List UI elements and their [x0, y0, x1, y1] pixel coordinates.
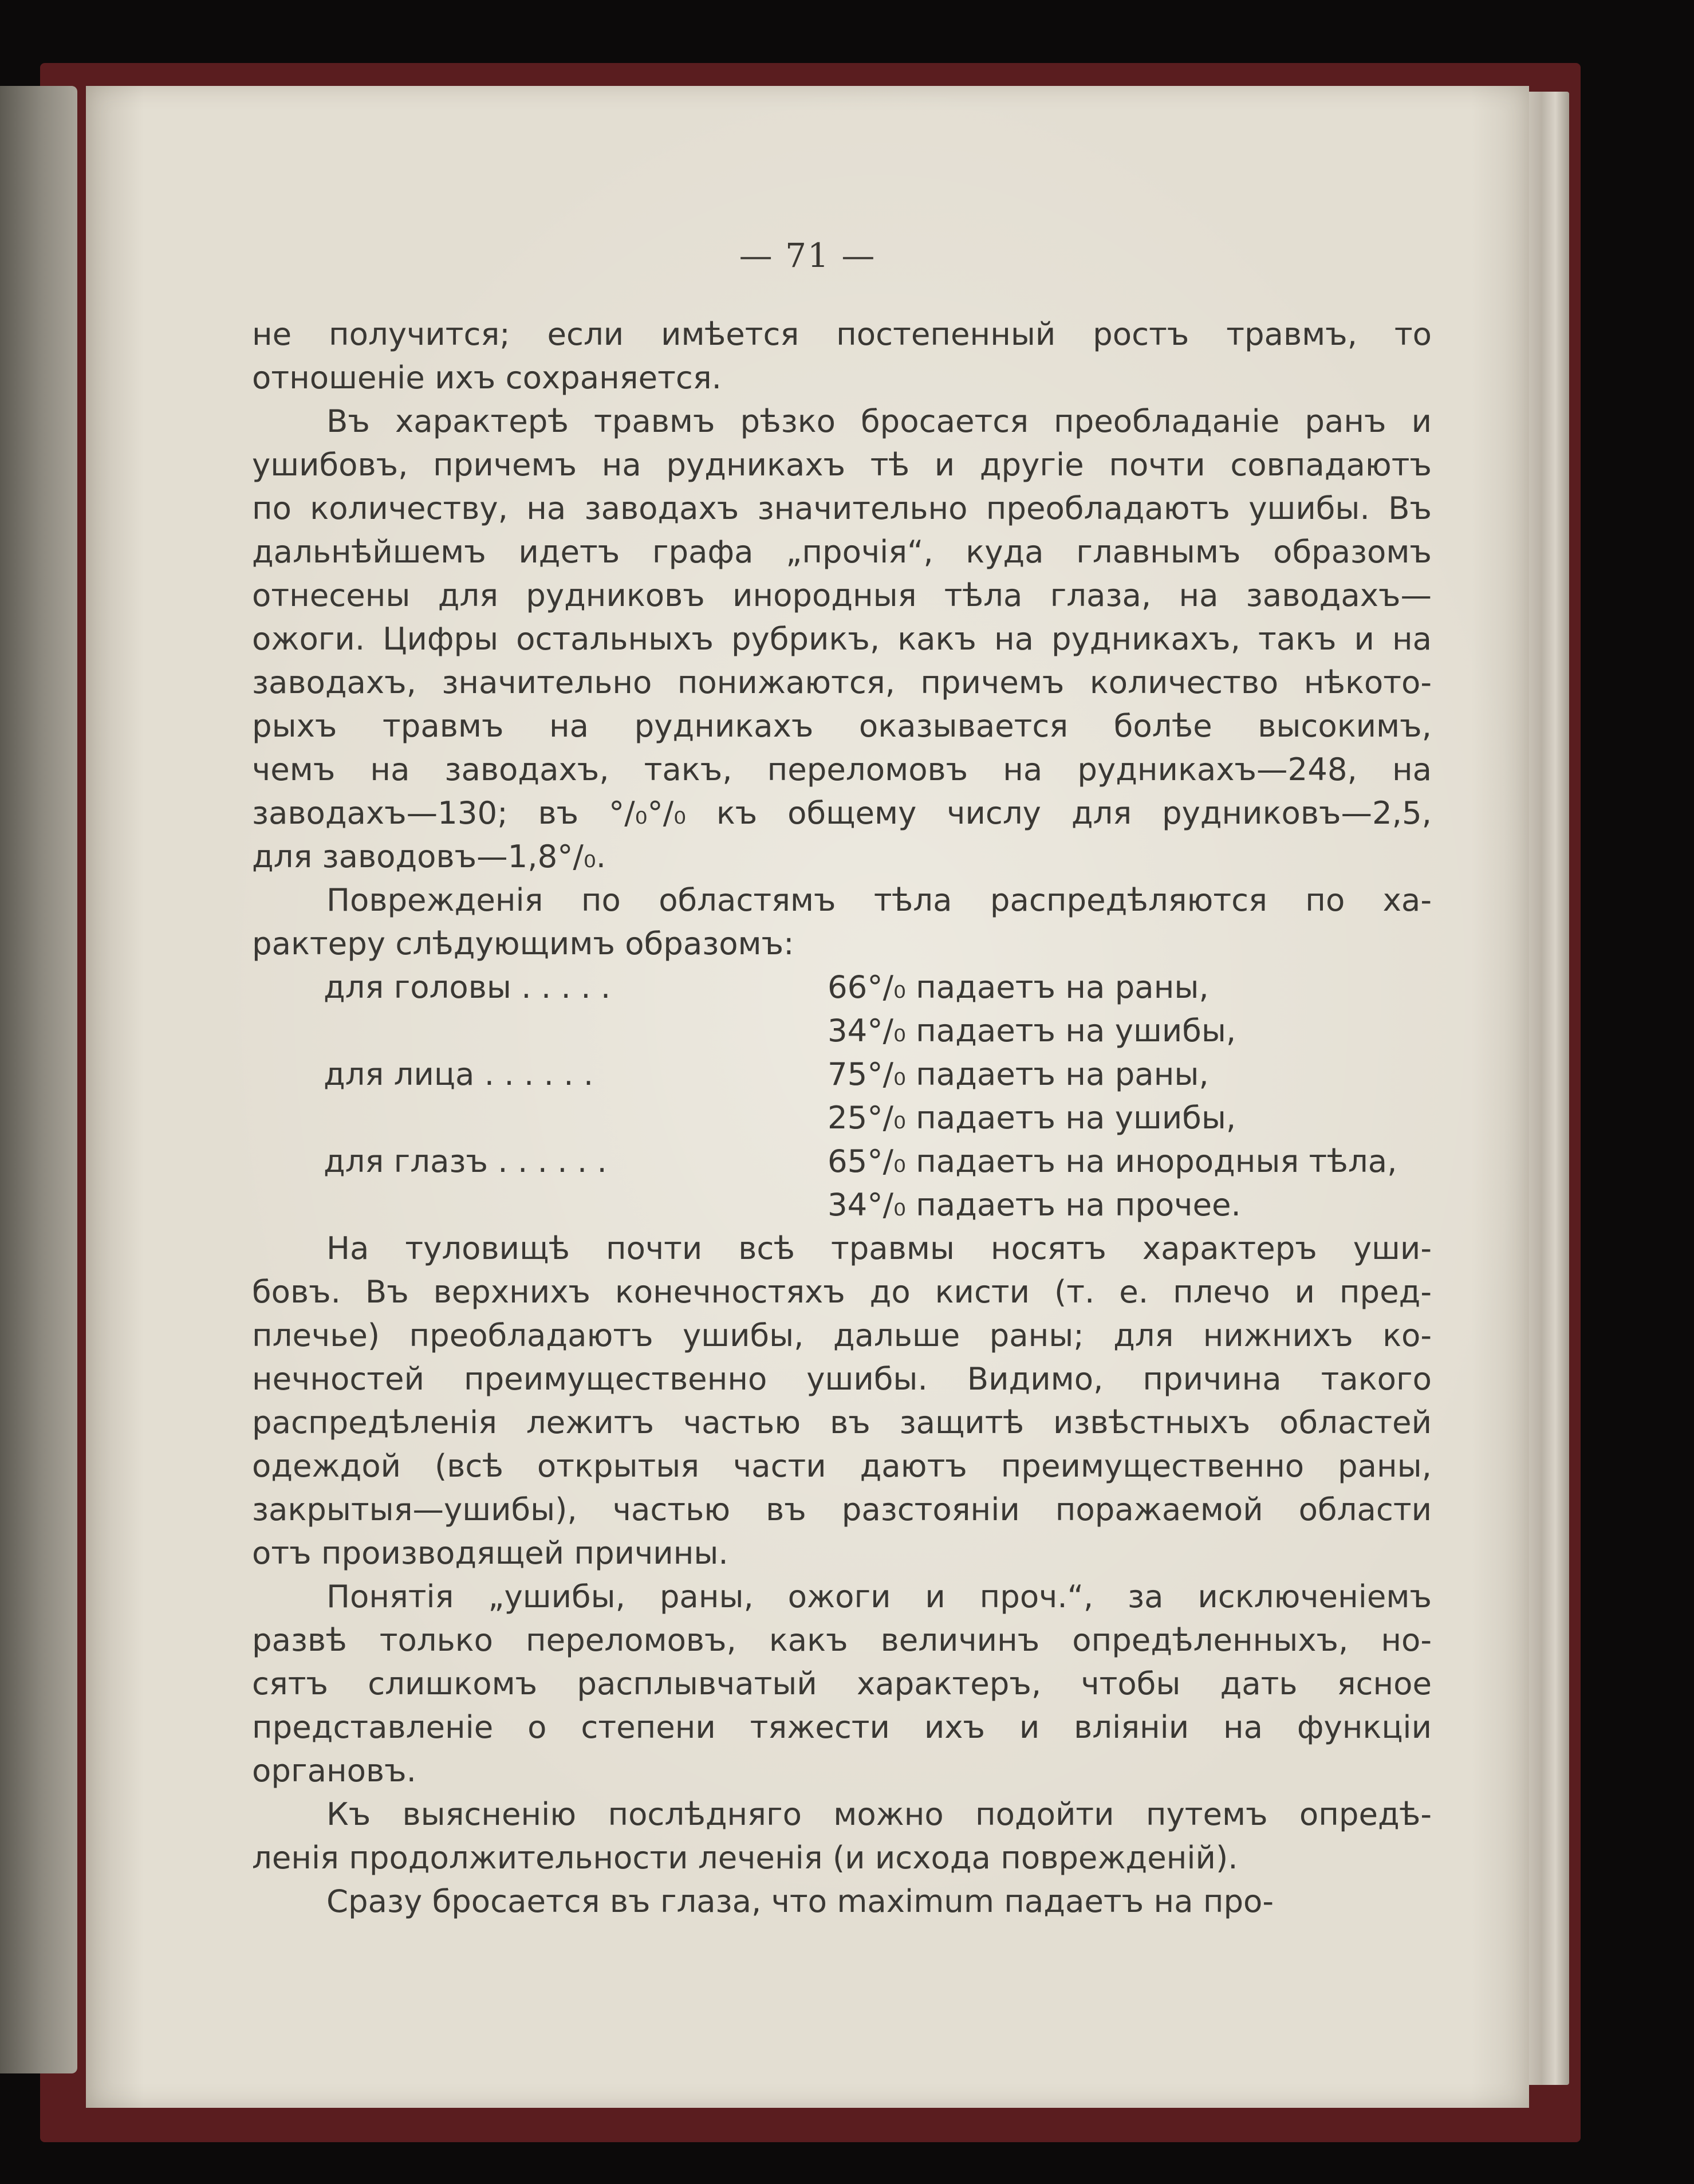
book-page [86, 86, 1529, 2108]
page-text [252, 312, 1432, 1923]
text-line: ожоги. Цифры остальныхъ рубрикъ, какъ на рудникахъ, такъ и на [252, 620, 1432, 657]
text-line: На туловищѣ почти всѣ травмы носятъ характеръ уши- [326, 1230, 1432, 1266]
table-row [252, 1052, 1432, 1096]
text-line: Сразу бросается въ глаза, что maximum падаетъ на про- [326, 1883, 1274, 1919]
page-number: — 71 — [739, 236, 876, 275]
page-edges [1523, 92, 1569, 2085]
left-page-edge [0, 86, 77, 2073]
table-row-value: 25°/₀ падаетъ на ушибы, [828, 1099, 1236, 1136]
table-row-value: 65°/₀ падаетъ на инородныя тѣла, [828, 1143, 1397, 1179]
text-line: представленіе о степени тяжести ихъ и вліяніи на функціи [252, 1709, 1432, 1745]
table-row-value: 34°/₀ падаетъ на прочее. [828, 1186, 1241, 1223]
table-row-label: для лица . . . . . . [324, 1056, 594, 1092]
text-line: заводахъ—130; въ °/₀°/₀ къ общему числу для рудниковъ—2,5, [252, 794, 1432, 831]
text-line: дальнѣйшемъ идетъ графа „прочія“, куда главнымъ образомъ [252, 533, 1432, 570]
text-line: отношеніе ихъ сохраняется. [252, 359, 722, 396]
text-line: Въ характерѣ травмъ рѣзко бросается преобладаніе ранъ и [326, 403, 1432, 439]
table-row [252, 1096, 1432, 1139]
text-line: органовъ. [252, 1752, 416, 1789]
paragraphs-before-table [252, 312, 1432, 965]
table-row-value: 34°/₀ падаетъ на ушибы, [828, 1012, 1236, 1049]
text-line: рактеру слѣдующимъ образомъ: [252, 925, 794, 962]
text-line: сятъ слишкомъ расплывчатый характеръ, чтобы дать ясное [252, 1665, 1432, 1702]
text-line: закрытыя—ушибы), частью въ разстояніи поражаемой области [252, 1491, 1432, 1528]
text-line: чемъ на заводахъ, такъ, переломовъ на рудникахъ—248, на [252, 751, 1432, 788]
table-row [252, 1183, 1432, 1226]
distribution-table [252, 965, 1432, 1226]
table-row [252, 965, 1432, 1009]
text-line: Къ выясненію послѣдняго можно подойти путемъ опредѣ- [326, 1796, 1432, 1832]
text-line: ушибовъ, причемъ на рудникахъ тѣ и другіе почти совпадаютъ [252, 446, 1432, 483]
table-row-label: для головы . . . . . [324, 969, 611, 1005]
text-line: одеждой (всѣ открытыя части даютъ преимущественно раны, [252, 1447, 1432, 1484]
text-line: бовъ. Въ верхнихъ конечностяхъ до кисти (т. е. плечо и пред- [252, 1273, 1432, 1310]
text-line: нечностей преимущественно ушибы. Видимо, причина такого [252, 1360, 1432, 1397]
table-row [252, 1139, 1432, 1183]
table-row [252, 1009, 1432, 1052]
table-row-label: для глазъ . . . . . . [324, 1143, 607, 1179]
table-row-value: 66°/₀ падаетъ на раны, [828, 969, 1209, 1005]
text-line: ленія продолжительности леченія (и исхода поврежденій). [252, 1839, 1238, 1876]
text-line: отъ производящей причины. [252, 1534, 728, 1571]
text-line: Понятія „ушибы, раны, ожоги и проч.“, за исключеніемъ [326, 1578, 1432, 1615]
text-line: не получится; если имѣется постепенный ростъ травмъ, то [252, 316, 1432, 352]
text-line: рыхъ травмъ на рудникахъ оказывается болѣе высокимъ, [252, 707, 1432, 744]
text-line: развѣ только переломовъ, какъ величинъ опредѣленныхъ, но- [252, 1622, 1432, 1658]
text-line: по количеству, на заводахъ значительно преобладаютъ ушибы. Въ [252, 490, 1432, 526]
table-row-value: 75°/₀ падаетъ на раны, [828, 1056, 1209, 1092]
text-line: распредѣленія лежитъ частью въ защитѣ извѣстныхъ областей [252, 1404, 1432, 1441]
text-line: заводахъ, значительно понижаются, причемъ количество нѣкото- [252, 664, 1432, 701]
text-line: Поврежденія по областямъ тѣла распредѣляются по ха- [326, 882, 1432, 918]
text-line: отнесены для рудниковъ инородныя тѣла глаза, на заводахъ— [252, 577, 1432, 613]
paragraphs-after-table [252, 1226, 1432, 1923]
text-line: плечье) преобладаютъ ушибы, дальше раны; для нижнихъ ко- [252, 1317, 1432, 1353]
text-line: для заводовъ—1,8°/₀. [252, 838, 606, 875]
